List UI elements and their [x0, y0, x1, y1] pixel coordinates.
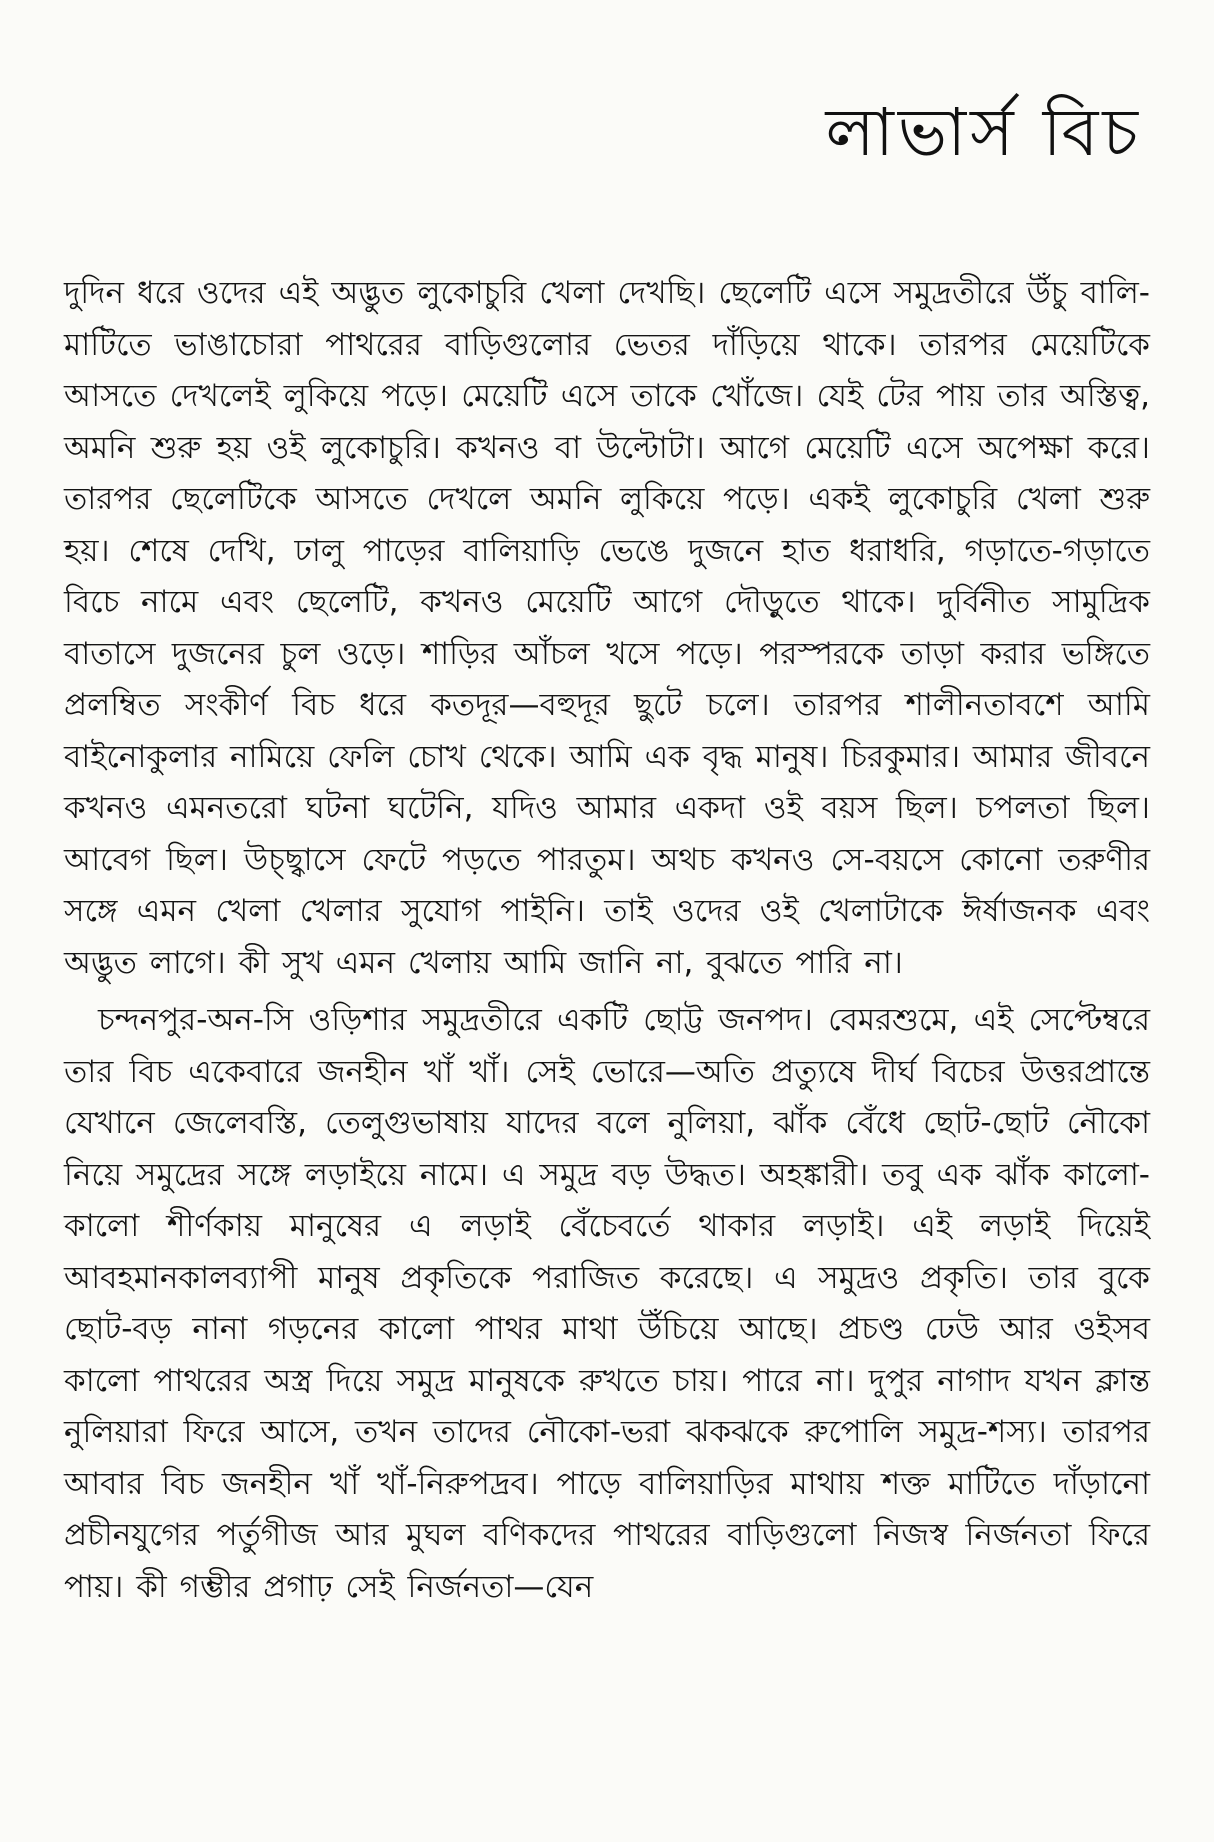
body-text	[64, 268, 1150, 1613]
paragraph-2: চন্দনপুর-অন-সি ওড়িশার সমুদ্রতীরে একটি ছোট্ট জনপদ। বেমরশুমে, এই সেপ্টেম্বরে তার বিচ একেবারে জনহীন খাঁ খাঁ। সেই ভোরে—অতি প্রত্যুষে দীর্ঘ বিচের উত্তরপ্রান্তে যেখানে জেলেবস্তি, তেলুগুভাষায় যাদের বলে নুলিয়া, ঝাঁক বেঁধে ছোট-ছোট নৌকো নিয়ে সমুদ্রের সঙ্গে লড়াইয়ে নামে। এ সমুদ্র বড় উদ্ধত। অহঙ্কারী। তবু এক ঝাঁক কালো-কালো শীর্ণকায় মানুষের এ লড়াই বেঁচেবর্তে থাকার লড়াই। এই লড়াই দিয়েই আবহমানকালব্যাপী মানুষ প্রকৃতিকে পরাজিত করেছে। এ সমুদ্রও প্রকৃতি। তার বুকে ছোট-বড় নানা গড়নের কালো পাথর মাথা উঁচিয়ে আছে। প্রচণ্ড ঢেউ আর ওইসব কালো পাথরের অস্ত্র দিয়ে সমুদ্র মানুষকে রুখতে চায়। পারে না। দুপুর নাগাদ যখন ক্লান্ত নুলিয়ারা ফিরে আসে, তখন তাদের নৌকো-ভরা ঝকঝকে রুপোলি সমুদ্র-শস্য। তারপর আবার বিচ জনহীন খাঁ খাঁ-নিরুপদ্রব। পাড়ে বালিয়াড়ির মাথায় শক্ত মাটিতে দাঁড়ানো প্রচীনযুগের পর্তুগীজ আর মুঘল বণিকদের পাথরের বাড়িগুলো নিজস্ব নির্জনতা ফিরে পায়। কী গম্ভীর প্রগাঢ় সেই নির্জনতা—যেন	[64, 1002, 1150, 1605]
paragraph-1: দুদিন ধরে ওদের এই অদ্ভুত লুকোচুরি খেলা দেখছি। ছেলেটি এসে সমুদ্রতীরে উঁচু বালি-মাটিতে ভাঙাচোরা পাথরের বাড়িগুলোর ভেতর দাঁড়িয়ে থাকে। তারপর মেয়েটিকে আসতে দেখলেই লুকিয়ে পড়ে। মেয়েটি এসে তাকে খোঁজে। যেই টের পায় তার অস্তিত্ব, অমনি শুরু হয় ওই লুকোচুরি। কখনও বা উল্টোটা। আগে মেয়েটি এসে অপেক্ষা করে। তারপর ছেলেটিকে আসতে দেখলে অমনি লুকিয়ে পড়ে। একই লুকোচুরি খেলা শুরু হয়। শেষে দেখি, ঢালু পাড়ের বালিয়াড়ি ভেঙে দুজনে হাত ধরাধরি, গড়াতে-গড়াতে বিচে নামে এবং ছেলেটি, কখনও মেয়েটি আগে দৌড়ুতে থাকে। দুর্বিনীত সামুদ্রিক বাতাসে দুজনের চুল ওড়ে। শাড়ির আঁচল খসে পড়ে। পরস্পরকে তাড়া করার ভঙ্গিতে প্রলম্বিত সংকীর্ণ বিচ ধরে কতদূর—বহুদূর ছুটে চলে। তারপর শালীনতাবশে আমি বাইনোকুলার নামিয়ে ফেলি চোখ থেকে। আমি এক বৃদ্ধ মানুষ। চিরকুমার। আমার জীবনে কখনও এমনতরো ঘটনা ঘটেনি, যদিও আমার একদা ওই বয়স ছিল। চপলতা ছিল। আবেগ ছিল। উচ্ছ্বাসে ফেটে পড়তে পারতুম। অথচ কখনও সে-বয়সে কোনো তরুণীর সঙ্গে এমন খেলা খেলার সুযোগ পাইনি। তাই ওদের ওই খেলাটাকে ঈর্ষাজনক এবং অদ্ভুত লাগে। কী সুখ এমন খেলায় আমি জানি না, বুঝতে পারি না।	[64, 275, 1150, 981]
chapter-title: লাভার্স বিচ	[825, 94, 1142, 171]
